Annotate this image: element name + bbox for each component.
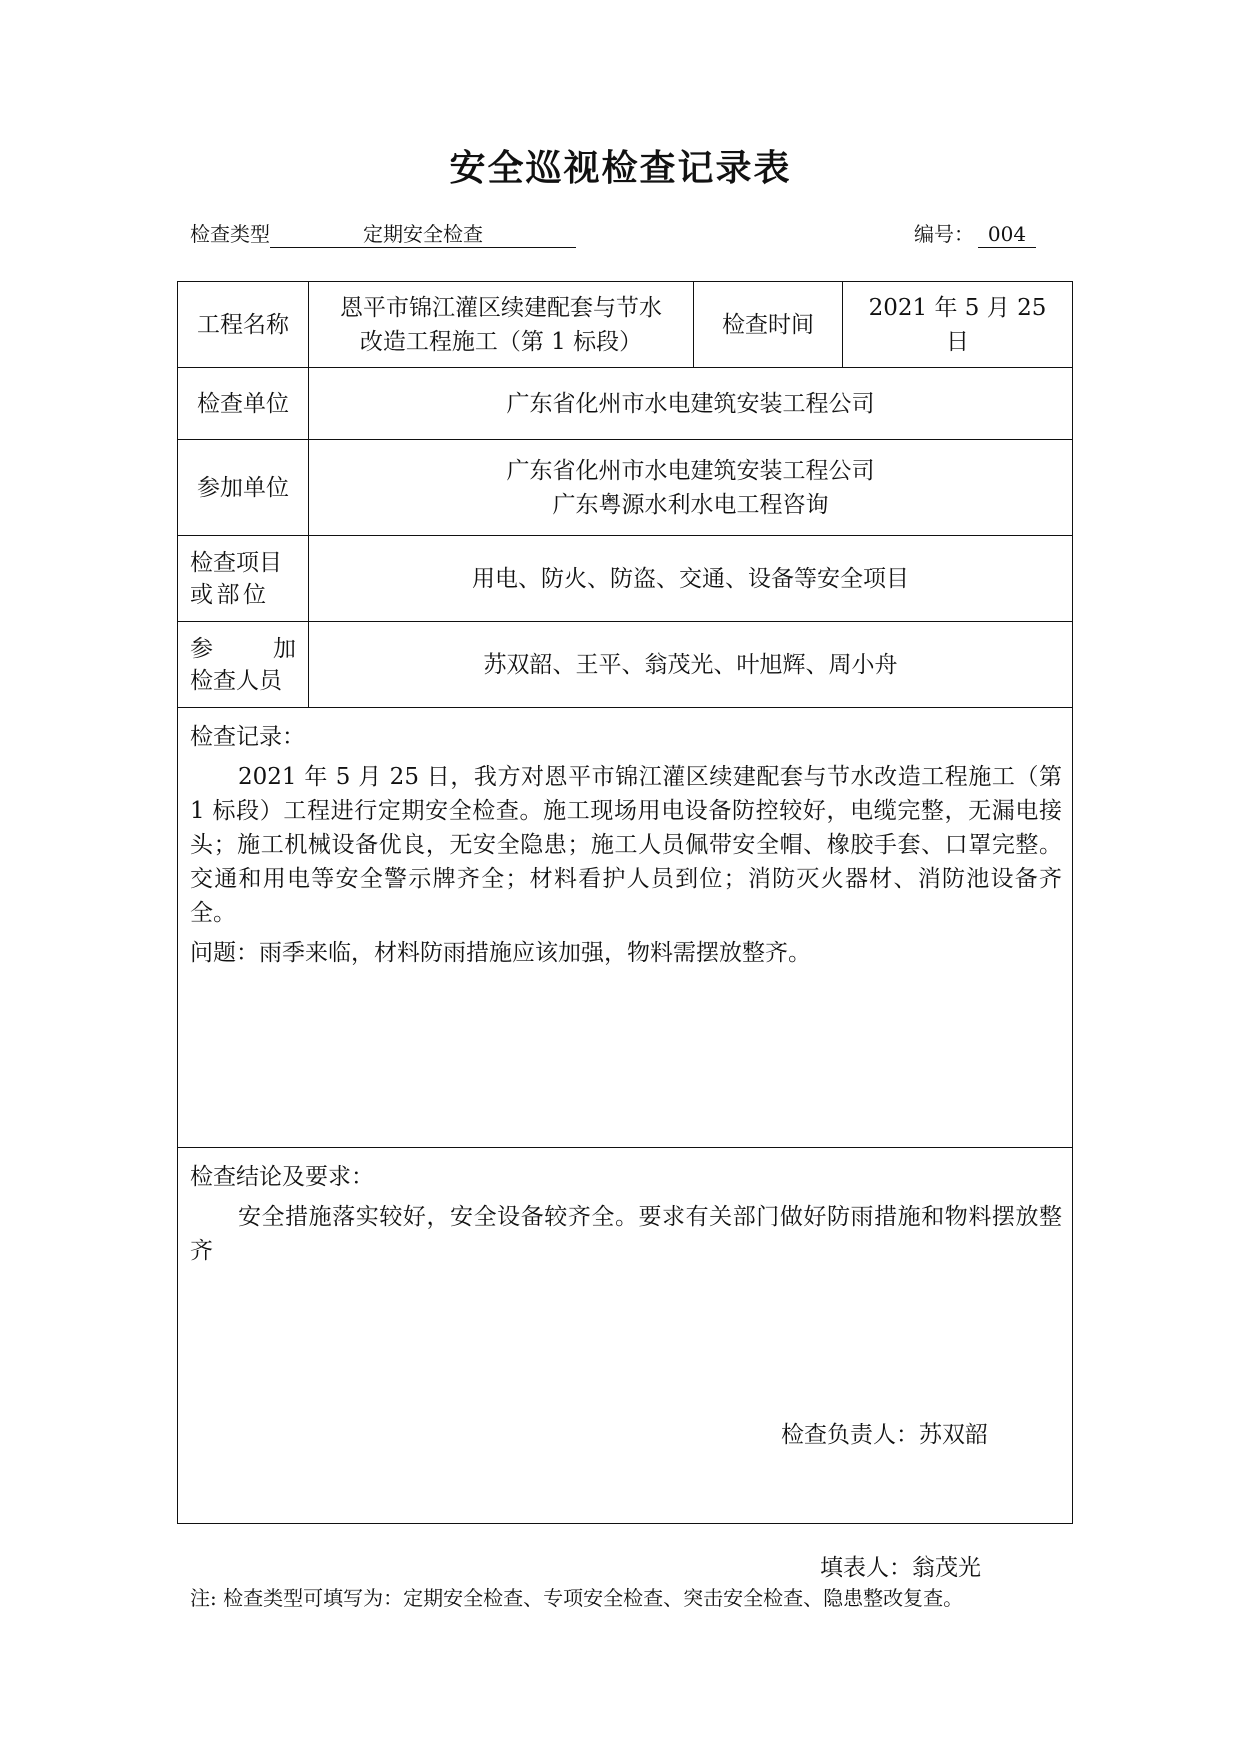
inspection-type-label: 检查类型 <box>190 222 270 246</box>
project-row <box>178 282 1073 368</box>
inspection-unit-row <box>178 368 1073 440</box>
inspection-time-value <box>843 282 1073 368</box>
label-char: 或 <box>190 581 213 608</box>
record-paragraph: 2021 年 5 月 25 日，我方对恩平市锦江灌区续建配套与节水改造工程施工（第 1 标段）工程进行定期安全检查。施工现场用电设备防控较好，电缆完整，无漏电接头；施工机械设备优良，无安全隐患；施工人员佩带安全帽、橡胶手套、口罩完整。交通和用电等安全警示牌齐全；材料看护人员到位；消防灭火器材、消防池设备齐全。 <box>190 764 1062 926</box>
participating-unit-1: 广东省化州市水电建筑安装工程公司 <box>506 457 875 484</box>
label-char: 位 <box>243 581 266 608</box>
footnote: 注: 检查类型可填写为：定期安全检查、专项安全检查、突击安全检查、隐患整改复查。 <box>190 1586 964 1610</box>
label-char: 参 <box>190 635 213 662</box>
inspection-items-label-line-2 <box>190 579 296 611</box>
participants-label <box>178 622 309 708</box>
participants-label-line-2: 检查人员 <box>190 667 282 694</box>
form-filler <box>820 1549 981 1582</box>
inspection-items-label <box>178 536 309 622</box>
form-number <box>914 218 1036 248</box>
participating-units-label: 参加单位 <box>178 440 309 536</box>
record-problem: 问题：雨季来临，材料防雨措施应该加强，物料需摆放整齐。 <box>190 940 811 966</box>
record-heading: 检查记录： <box>190 724 305 750</box>
inspection-type-value: 定期安全检查 <box>270 221 576 248</box>
participating-units-row <box>178 440 1073 536</box>
participants-label-line-1 <box>190 633 296 665</box>
inspection-items-row <box>178 536 1073 622</box>
signer-label: 检查负责人： <box>781 1422 919 1448</box>
inspection-table <box>177 281 1073 1524</box>
inspection-unit-value: 广东省化州市水电建筑安装工程公司 <box>309 368 1073 440</box>
label-char: 部 <box>216 581 240 608</box>
inspection-conclusion <box>178 1148 1073 1524</box>
participants-value: 苏双韶、王平、翁茂光、叶旭辉、周小舟 <box>309 622 1073 708</box>
inspection-time-label: 检查时间 <box>694 282 843 368</box>
form-number-label: 编号： <box>914 222 974 246</box>
conclusion-paragraph: 安全措施落实较好，安全设备较齐全。要求有关部门做好防雨措施和物料摆放整齐 <box>190 1204 1062 1264</box>
inspection-unit-label: 检查单位 <box>178 368 309 440</box>
conclusion-heading: 检查结论及要求： <box>190 1164 374 1190</box>
inspection-type <box>190 218 576 248</box>
label-char: 加 <box>273 635 296 662</box>
form-number-value: 004 <box>978 221 1036 248</box>
inspection-record <box>178 708 1073 1148</box>
record-row <box>178 708 1073 1148</box>
inspection-items-label-line-1: 检查项目 <box>190 549 282 576</box>
participants-row <box>178 622 1073 708</box>
signer-name: 苏双韶 <box>919 1422 988 1448</box>
signer <box>190 1418 1062 1452</box>
filler-name: 翁茂光 <box>912 1555 981 1581</box>
project-name-value <box>309 282 694 368</box>
participating-units-value <box>309 440 1073 536</box>
participating-unit-2: 广东粤源水利水电工程咨询 <box>552 491 829 518</box>
inspection-time-line-1: 2021 年 5 月 25 <box>868 294 1047 321</box>
filler-label: 填表人： <box>820 1555 912 1581</box>
project-name-line-2: 改造工程施工（第 1 标段） <box>359 328 643 355</box>
form-title: 安全巡视检查记录表 <box>449 148 792 189</box>
inspection-items-value: 用电、防火、防盗、交通、设备等安全项目 <box>309 536 1073 622</box>
inspection-time-line-2: 日 <box>946 328 969 355</box>
project-name-label: 工程名称 <box>178 282 309 368</box>
conclusion-row <box>178 1148 1073 1524</box>
project-name-line-1: 恩平市锦江灌区续建配套与节水 <box>340 294 662 321</box>
